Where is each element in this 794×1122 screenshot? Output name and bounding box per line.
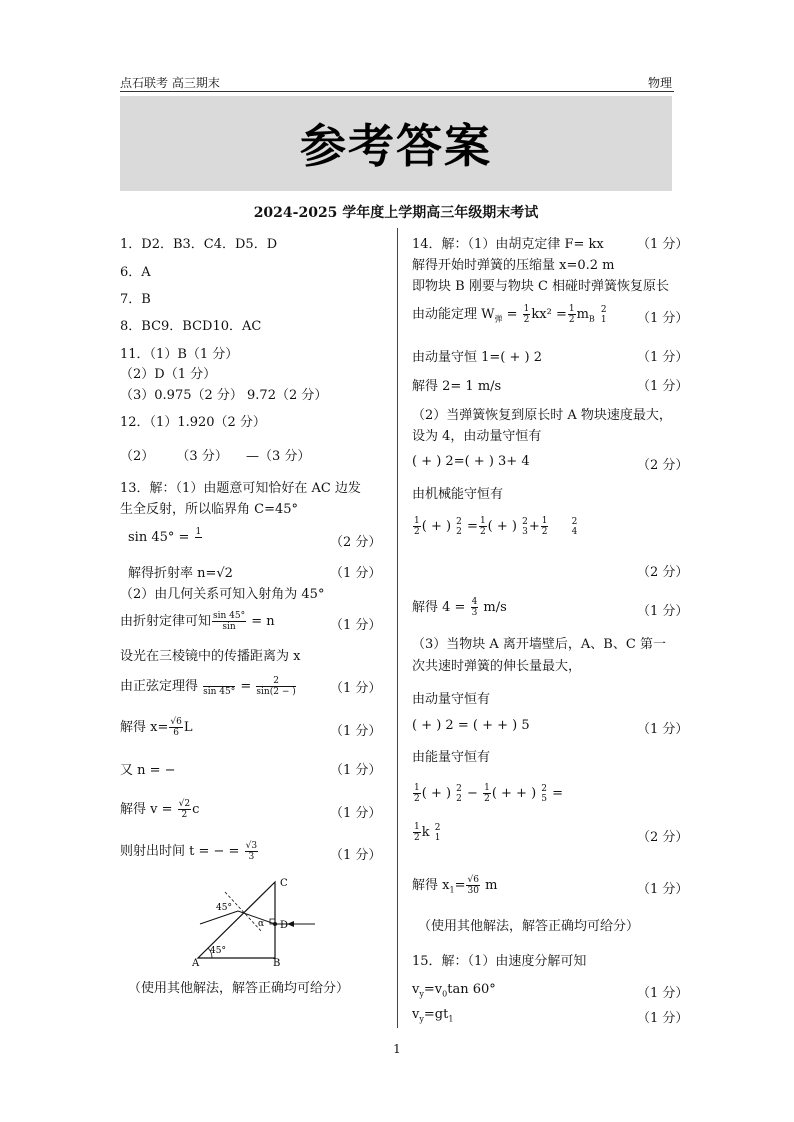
q15-vy-tan: [412, 982, 496, 999]
label-angle-top: 45°: [216, 903, 232, 913]
exit-ray-arrow: [287, 921, 294, 927]
q14-energy-exp-1-sup: 2: [456, 516, 462, 527]
q14-score-4: （1 分）: [637, 379, 689, 394]
q14-energy-den-3: 2: [541, 527, 548, 537]
q13-part2: （2）由几何关系可知入射角为 45°: [120, 587, 325, 602]
q14-energy-term-3: [549, 519, 553, 534]
q13-refractive-index: 解得折射率 n=√2: [128, 566, 233, 581]
label-c: C: [280, 878, 288, 889]
q15-vy-0: 0: [442, 989, 448, 999]
q14-solve-x1: [412, 874, 497, 896]
q15-vy2-eq: =gt: [423, 1007, 449, 1022]
q14-work-frac-1: [523, 304, 531, 325]
q14-ec-exp-1: [456, 784, 462, 804]
q14-work-mass: m: [576, 307, 589, 322]
q15-line1: 15．解：（1）由速度分解可知: [412, 954, 587, 969]
q14-solve-x1-num: √6: [467, 875, 479, 885]
q13-sine-den-2: sin(2 − ): [256, 687, 296, 697]
q14-spring-den: 2: [414, 833, 420, 843]
answer-12-1: 12．（1）1.920（2 分）: [120, 415, 266, 430]
refracted-ray: [238, 911, 275, 924]
q14-ec-frac-2: [483, 783, 491, 804]
q14-work-mid: kx² =: [531, 307, 567, 322]
q14-energy-den-1: 2: [414, 527, 420, 537]
q14-ec-den-1: 2: [414, 794, 420, 804]
q14-solve-x1-unit: m: [480, 878, 498, 893]
label-d: D: [280, 920, 289, 931]
q14-work-energy-text: 由动能定理 W: [412, 307, 495, 322]
answer-12-3-score: —（3 分）: [245, 449, 311, 464]
q14-energy-term-2: ( + ): [487, 519, 522, 534]
label-alpha: α: [258, 919, 265, 929]
q14-work-num-2: 1: [568, 304, 575, 314]
q14-ec-exp-2-sup: 2: [541, 783, 548, 794]
q13-time-den: 3: [248, 852, 255, 862]
answer-6: 6．A: [120, 265, 151, 280]
q14-solve-x1-sub: 1: [449, 885, 455, 895]
q14-score-2: （1 分）: [637, 311, 689, 326]
q14-energy-cons-eq: [412, 783, 563, 804]
q14-energy-eq-sign: =: [462, 519, 478, 534]
answer-12-2: [120, 445, 310, 464]
q13-solve-v-text: 解得 v =: [120, 802, 177, 817]
q14-score-6: （2 分）: [637, 565, 689, 580]
q13-refraction-eq: = n: [247, 614, 275, 629]
q13-sine-num-1: [203, 676, 235, 687]
q14-momentum: 由动量守恒 1=( + ) 2: [412, 350, 543, 365]
q14-energy-exp-3: [572, 517, 578, 537]
q13-sin45-eq: [128, 527, 203, 548]
q14-ec-num-2: 1: [484, 783, 490, 793]
q14-ec-frac-1: [413, 783, 421, 804]
q14-energy-eq: [412, 516, 578, 537]
q13-refraction-law: [120, 610, 275, 632]
q14-work-frac-3: [601, 305, 607, 325]
q13-line1: 13．解：（1）由题意可知恰好在 AC 边发: [120, 481, 361, 496]
q13-score-2: （1 分）: [330, 566, 382, 581]
q13-refraction-frac: [212, 611, 246, 632]
q14-solve-v4-num: 4: [471, 597, 478, 607]
q14-momentum-3-eq: ( + ) 2 = ( + + ) 5: [412, 718, 530, 733]
q14-solve-v4-unit: m/s: [479, 600, 507, 615]
q15-vy2-y: y: [419, 1014, 424, 1024]
q13-sin45-den: [195, 538, 203, 548]
q14-energy-num-3: 1: [541, 516, 548, 526]
q14-solve-v4-frac: [471, 597, 479, 618]
q13-solve-x-unit: L: [183, 720, 193, 735]
q14-ec-term-1: ( + ): [421, 786, 456, 801]
q14-part2-line2: 设为 4，由动量守恒有: [412, 429, 542, 444]
q14-ec-exp-1-sub: 2: [456, 793, 462, 804]
q15-vy-tan-text: tan 60°: [447, 982, 496, 997]
q14-work-subscript: 1: [600, 314, 607, 325]
q13-sin45-text: sin 45° =: [128, 530, 194, 545]
q14-score-10: （1 分）: [637, 882, 689, 897]
q13-solve-v-unit: c: [192, 802, 200, 817]
q14-score-9: （2 分）: [637, 830, 689, 845]
q13-sine-num-2: 2: [256, 676, 295, 687]
q14-solve-v4-den: 3: [471, 608, 478, 618]
q14-momentum-2: ( + ) 2=( + ) 3+ 4: [412, 454, 530, 469]
q14-solve-x1-frac: [466, 875, 479, 896]
q14-energy-plus: +: [528, 519, 540, 534]
page-number: 1: [393, 1042, 401, 1056]
q13-sine-law: [120, 675, 297, 697]
q13-solve-v-num: √2: [178, 799, 191, 809]
q14-score-3: （1 分）: [637, 350, 689, 365]
prism-diagram: [190, 876, 330, 966]
q13-score-7: （1 分）: [330, 806, 382, 821]
q15-vy2-v: v: [412, 1007, 420, 1022]
exam-title: 2024-2025 学年度上学期高三年级期末考试: [253, 205, 539, 221]
q15-vy-eq: =v: [423, 982, 443, 997]
q14-energy-exp-3-sup: 2: [571, 516, 578, 527]
answer-8-10: 8．BC9．BCD10．AC: [120, 319, 262, 334]
q14-solve-v4: [412, 596, 507, 618]
q14-hooke: 14．解：（1）由胡克定律 F= kx: [412, 237, 604, 252]
q13-time-frac: [245, 841, 258, 862]
q13-solve-x-num: √6: [170, 717, 182, 727]
q14-mech-energy: 由机械能守恒有: [412, 487, 504, 502]
q13-line2: 生全反射，所以临界角 C=45°: [120, 502, 299, 517]
q14-solve-x1-text: 解得 x: [412, 878, 450, 893]
q13-solve-x: [120, 716, 192, 738]
q13-score-4: （1 分）: [330, 681, 382, 696]
q14-spring-num: 1: [414, 822, 420, 832]
title-banner: [120, 96, 672, 191]
q13-score-1: （2 分）: [330, 535, 382, 550]
q14-energy-frac-1: [413, 516, 421, 537]
q14-work-b-sub: B: [588, 314, 595, 324]
q13-sine-frac-1: [203, 676, 235, 697]
answer-7: 7．B: [120, 292, 151, 307]
answer-1-5: 1．D2．B3．C4．D5．D: [120, 237, 278, 252]
q14-spring-energy: [412, 822, 441, 843]
q14-note: （使用其他解法，解答正确均可给分）: [418, 919, 640, 934]
q14-part3-line2: 次共速时弹簧的伸长量最大，: [412, 659, 582, 674]
q14-solve-x1-eq: =: [454, 878, 466, 893]
q14-energy-exp-2-sup: 2: [522, 516, 528, 527]
q14-score-8: （1 分）: [637, 722, 689, 737]
q14-part3-line1: （3）当物块 A 离开墙壁后，A、B、C 第一: [412, 637, 666, 652]
q13-time: [120, 840, 259, 862]
q13-time-text: 则射出时间 t = − =: [120, 844, 244, 859]
q13-note: （使用其他解法，解答正确均可给分）: [128, 981, 350, 996]
q13-solve-x-text: 解得 x=: [120, 720, 169, 735]
q14-restore: 即物块 B 刚要与物块 C 相碰时弹簧恢复原长: [412, 279, 670, 294]
q13-sine-frac-2: [256, 676, 295, 697]
q14-work-den-2: 2: [568, 315, 575, 325]
label-angle-bottom: 45°: [210, 946, 226, 956]
q14-ec-eq: =: [548, 786, 564, 801]
q14-spring-exp: [435, 823, 441, 843]
q14-solve-x1-den: 30: [467, 886, 479, 896]
q13-solve-x-den: 6: [173, 728, 179, 738]
q14-work-sup: 2: [600, 304, 607, 315]
answer-12-2-label: （2）: [120, 449, 155, 464]
q14-work-eq: =: [502, 307, 522, 322]
q14-spring-exp-sup: 2: [434, 822, 441, 833]
q14-energy-exp-1-sub: 2: [456, 526, 462, 537]
q14-ec-exp-1-sup: 2: [456, 783, 462, 794]
q13-solve-v-frac: [178, 799, 191, 820]
q14-momentum-3: 由动量守恒有: [412, 692, 491, 707]
banner-title: 参考答案: [300, 119, 492, 173]
column-divider: [397, 228, 398, 1028]
q15-vy-y: y: [419, 989, 424, 999]
q13-solve-v-den: 2: [181, 810, 188, 820]
answer-12-2-score: （3 分）: [176, 449, 228, 464]
q14-work-sub: 弹: [494, 314, 503, 324]
q13-score-3: （1 分）: [330, 618, 382, 633]
label-b: B: [273, 958, 281, 966]
label-a: A: [192, 958, 200, 966]
q14-spring-k: k: [421, 825, 434, 840]
q14-solve-v4-text: 解得 4 =: [412, 600, 470, 615]
q14-score-5: （2 分）: [637, 458, 689, 473]
q14-energy-exp-3-sub: 4: [571, 526, 578, 537]
q14-energy-exp-1: [456, 517, 462, 537]
q14-score-7: （1 分）: [637, 604, 689, 619]
q13-solve-v: [120, 798, 199, 820]
q14-ec-term-2: ( + + ): [491, 786, 541, 801]
q14-energy-term-1: ( + ): [421, 519, 456, 534]
q13-sine-eq: =: [236, 679, 256, 694]
q15-vy-gt: [412, 1007, 453, 1024]
q14-ec-den-2: 2: [484, 794, 490, 804]
q14-energy-frac-3: [541, 516, 549, 537]
q13-solve-x-frac: [169, 717, 182, 738]
q13-score-5: （1 分）: [330, 724, 382, 739]
q13-sine-den-1: sin 45°: [203, 687, 236, 697]
q14-ec-exp-2: [541, 784, 547, 804]
q13-sin45-frac: [195, 527, 203, 548]
answer-11-2: （2）D（1 分）: [120, 367, 217, 382]
q14-solve-v2: 解得 2= 1 m/s: [412, 379, 502, 394]
q13-sine-law-text: 由正弦定理得: [120, 679, 203, 694]
q14-energy-exp-2-sub: 3: [522, 526, 528, 537]
q13-refraction-den: sin: [222, 622, 236, 632]
q15-score-1: （1 分）: [637, 986, 689, 1001]
q14-ec-num-1: 1: [414, 783, 420, 793]
q14-spring-frac: [413, 822, 421, 843]
q14-energy-frac-2: [479, 516, 487, 537]
q14-work-den-1: 2: [523, 315, 530, 325]
q13-refraction-num: sin 45°: [213, 611, 246, 621]
header-right: 物理: [647, 76, 672, 90]
q13-score-8: （1 分）: [330, 848, 382, 863]
q15-vy2-1: 1: [448, 1014, 454, 1024]
q14-energy-num-1: 1: [414, 516, 420, 526]
q14-energy-den-2: 2: [479, 527, 486, 537]
q13-distance: 设光在三棱镜中的传播距离为 x: [120, 649, 301, 664]
q13-n-eq: 又 n = −: [120, 763, 176, 778]
q14-energy-num-2: 1: [479, 516, 486, 526]
q14-ec-minus: −: [462, 786, 483, 801]
q14-work-num-1: 1: [523, 304, 530, 314]
answer-11-3: （3）0.975（2 分） 9.72（2 分）: [120, 388, 328, 403]
q14-score-1: （1 分）: [637, 237, 689, 252]
q14-compression: 解得开始时弹簧的压缩量 x=0.2 m: [412, 258, 615, 273]
q15-vy-v: v: [412, 982, 420, 997]
q13-refraction-text: 由折射定律可知: [120, 614, 212, 629]
q14-part2-line1: （2）当弹簧恢复到原长时 A 物块速度最大，: [412, 408, 672, 423]
q14-energy-cons: 由能量守恒有: [412, 750, 491, 765]
q13-score-6: （1 分）: [330, 763, 382, 778]
answer-11-1: 11．（1）B（1 分）: [120, 347, 239, 362]
point-d-marker: [273, 922, 277, 926]
q14-spring-exp-sub: 1: [434, 832, 441, 843]
q13-sin45-num: 1: [195, 527, 202, 537]
header-left: 点石联考 高三期末: [120, 76, 220, 90]
q14-work-energy: [412, 303, 608, 325]
q14-ec-exp-2-sub: 5: [541, 793, 548, 804]
q14-work-frac-2: [568, 304, 576, 325]
q13-time-num: √3: [245, 841, 258, 851]
q14-energy-exp-2: [522, 517, 528, 537]
q15-score-2: （1 分）: [637, 1011, 689, 1026]
header-rule: [120, 91, 674, 92]
